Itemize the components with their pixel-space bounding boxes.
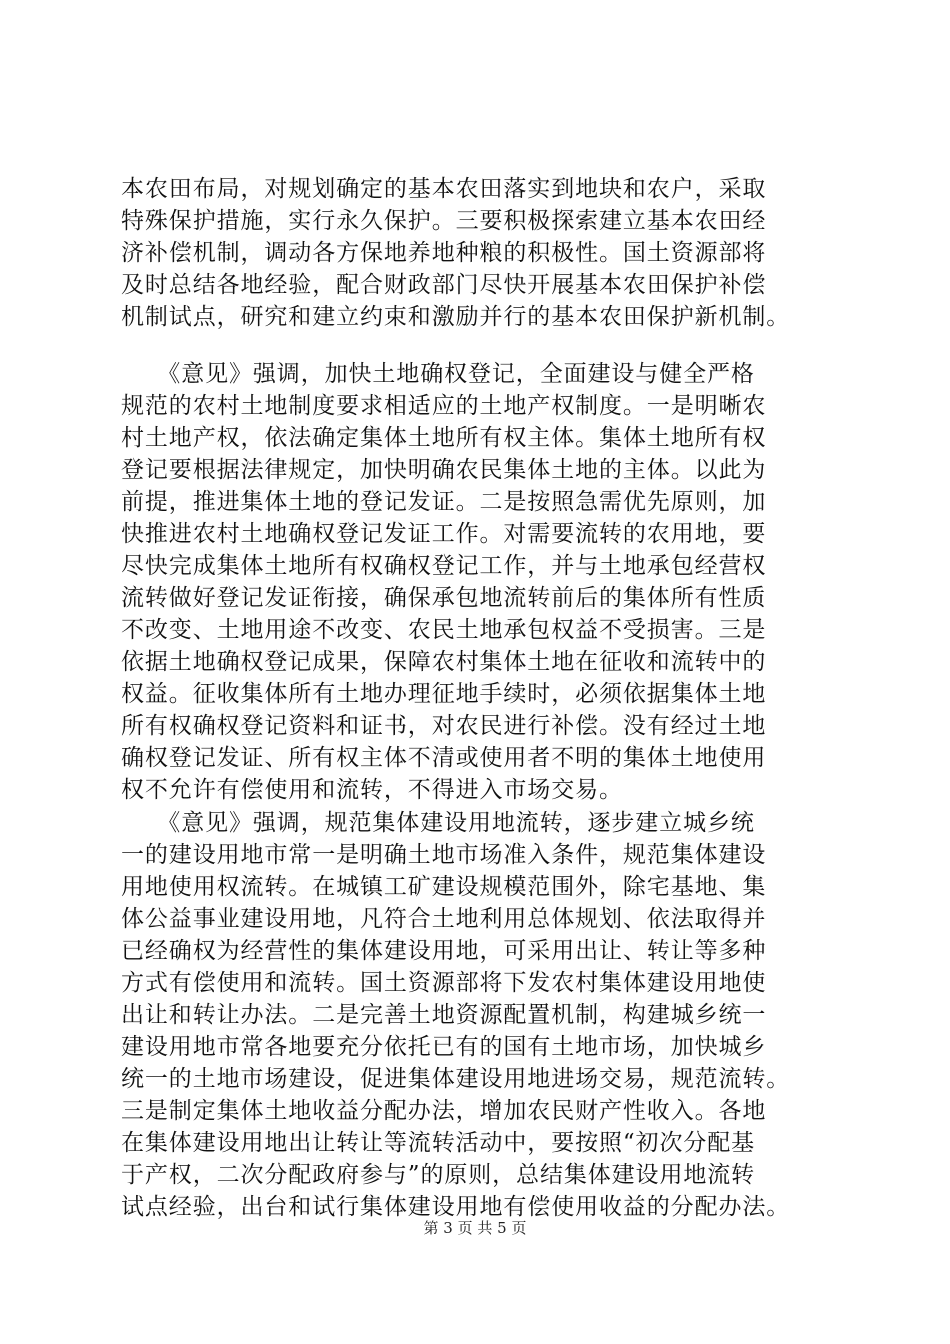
body-text-line: 特殊保护措施，实行永久保护。三要积极探索建立基本农田经	[121, 208, 767, 234]
body-text-line: 三是制定集体土地收益分配办法，增加农民财产性收入。各地	[121, 1098, 767, 1124]
body-text-line: 权益。征收集体所有土地办理征地手续时，必须依据集体土地	[121, 681, 767, 707]
body-text-line: 建设用地市常各地要充分依托已有的国有土地市场，加快城乡	[121, 1034, 767, 1060]
body-text-line: 《意见》强调，加快土地确权登记，全面建设与健全严格	[121, 361, 755, 387]
body-text-line: 尽快完成集体土地所有权确权登记工作，并与土地承包经营权	[121, 553, 767, 579]
body-text-line: 方式有偿使用和流转。国土资源部将下发农村集体建设用地使	[121, 970, 767, 996]
body-text-line: 已经确权为经营性的集体建设用地，可采用出让、转让等多种	[121, 938, 767, 964]
body-text-line: 登记要根据法律规定，加快明确农民集体土地的主体。以此为	[121, 457, 767, 483]
body-text-line: 前提，推进集体土地的登记发证。二是按照急需优先原则，加	[121, 489, 767, 515]
body-text-line: 《意见》强调，规范集体建设用地流转，逐步建立城乡统	[121, 810, 755, 836]
body-text-line: 不改变、土地用途不改变、农民土地承包权益不受损害。三是	[121, 617, 767, 643]
body-text-line: 流转做好登记发证衔接，确保承包地流转前后的集体所有性质	[121, 585, 767, 611]
body-text-line: 快推进农村土地确权登记发证工作。对需要流转的农用地，要	[121, 521, 767, 547]
body-text-line: 出让和转让办法。二是完善土地资源配置机制，构建城乡统一	[121, 1002, 767, 1028]
body-text-line: 一的建设用地市常一是明确土地市场准入条件，规范集体建设	[121, 842, 767, 868]
body-text-line: 在集体建设用地出让转让等流转活动中，要按照“初次分配基	[121, 1130, 756, 1156]
body-text-line: 机制试点，研究和建立约束和激励并行的基本农田保护新机制。	[121, 304, 791, 330]
body-text-line: 依据土地确权登记成果，保障农村集体土地在征收和流转中的	[121, 649, 767, 675]
body-text-line: 济补偿机制，调动各方保地养地种粮的积极性。国土资源部将	[121, 240, 767, 266]
body-text-line: 于产权，二次分配政府参与”的原则，总结集体建设用地流转	[121, 1162, 756, 1188]
body-text-line: 及时总结各地经验，配合财政部门尽快开展基本农田保护补偿	[121, 272, 767, 298]
body-text-line: 体公益事业建设用地，凡符合土地利用总体规划、依法取得并	[121, 906, 767, 932]
body-text-line: 确权登记发证、所有权主体不清或使用者不明的集体土地使用	[121, 745, 767, 771]
body-text-line: 村土地产权，依法确定集体土地所有权主体。集体土地所有权	[121, 425, 767, 451]
body-text-line: 本农田布局，对规划确定的基本农田落实到地块和农户，采取	[121, 176, 767, 202]
body-text-line: 用地使用权流转。在城镇工矿建设规模范围外，除宅基地、集	[121, 874, 767, 900]
page-number-footer: 第 3 页 共 5 页	[423, 1219, 527, 1237]
body-text-line: 试点经验，出台和试行集体建设用地有偿使用收益的分配办法。	[121, 1194, 791, 1220]
body-text-line: 权不允许有偿使用和流转，不得进入市场交易。	[121, 777, 623, 803]
body-text-line: 统一的土地市场建设，促进集体建设用地进场交易，规范流转。	[121, 1066, 791, 1092]
body-text-line: 规范的农村土地制度要求相适应的土地产权制度。一是明晰农	[121, 393, 767, 419]
body-text-line: 所有权确权登记资料和证书，对农民进行补偿。没有经过土地	[121, 713, 767, 739]
